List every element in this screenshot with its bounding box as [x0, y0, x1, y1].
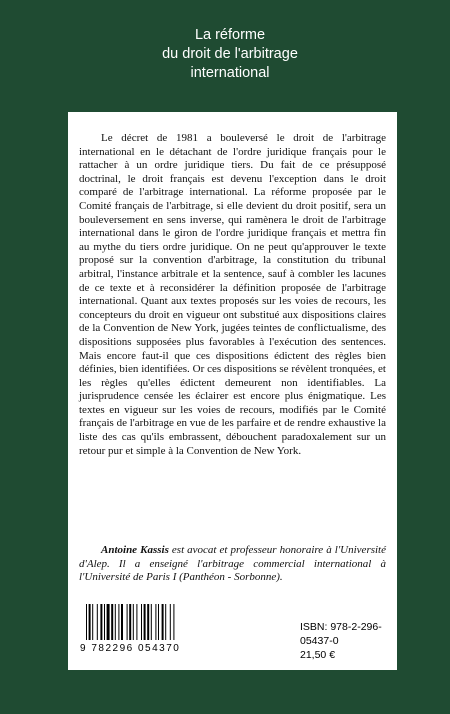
author-bio-text: est avocat et professeur honoraire à l'Université d'Alep. Il a enseigné l'arbitrage commercial international à l'Université de Paris I (Panthéon - Sorbonne).	[79, 544, 386, 584]
isbn-block	[300, 620, 397, 662]
book-title	[120, 26, 340, 83]
barcode	[80, 604, 220, 654]
author-name: Antoine Kassis	[101, 544, 169, 556]
text-panel	[68, 112, 397, 670]
barcode-number: 9 782296 054370	[80, 643, 181, 654]
title-line-1: La réforme	[194, 27, 266, 43]
summary-text: Le décret de 1981 a bouleversé le droit de l'arbitrage international en le détachant de l'ordre juridique français pour le rattacher à un ordre juridique tiers. Du fait de ce présupposé doctrinal, le droit français est devenu l'exception dans le droit comparé de l'arbitrage international. La réforme proposée par le Comité français de l'arbitrage, si elle devient du droit positif, sera un bouleversement en sens inverse, qui ramènera le droit de l'arbitrage international dans le giron de l'ordre juridique français et mettra fin au mythe du tiers ordre juridique. On ne peut qu'approuver le texte proposé sur la convention d'arbitrage, la constitution du tribunal arbitral, l'instance arbitrale et la sentence, sauf à combler les lacunes de ce texte et à reconsidérer la définition proposée de l'arbitrage international. Quant aux textes proposés sur les voies de recours, les concepteurs du droit en vigueur ont substitué aux dispositions claires de la Convention de New York, jugées teintes de conflictualisme, des dispositions supposées plus favorables à l'exécution des sentences. Mais encore faut-il que ces dispositions édictent des règles bien définies, bien identifiées. Or ces dispositions se révèlent tronquées, et les règles qu'elles édictent demeurent non identifiables. La jurisprudence censée les éclairer est encore plus énigmatique. Les textes en vigueur sur les voies de recours, modifiés par le Comité français de l'arbitrage en vue de les parfaire et de rendre exhaustive la liste des cas qu'ils embrassent, débouchent paradoxalement sur un retour pur et simple à la Convention de New York.	[79, 132, 386, 457]
title-line-3: international	[190, 65, 270, 81]
barcode-bars-icon	[80, 604, 220, 642]
author-bio	[79, 544, 386, 585]
price: 21,50 €	[300, 649, 336, 661]
title-line-2: du droit de l'arbitrage	[162, 46, 298, 62]
isbn-number: ISBN: 978-2-296-05437-0	[300, 621, 382, 647]
